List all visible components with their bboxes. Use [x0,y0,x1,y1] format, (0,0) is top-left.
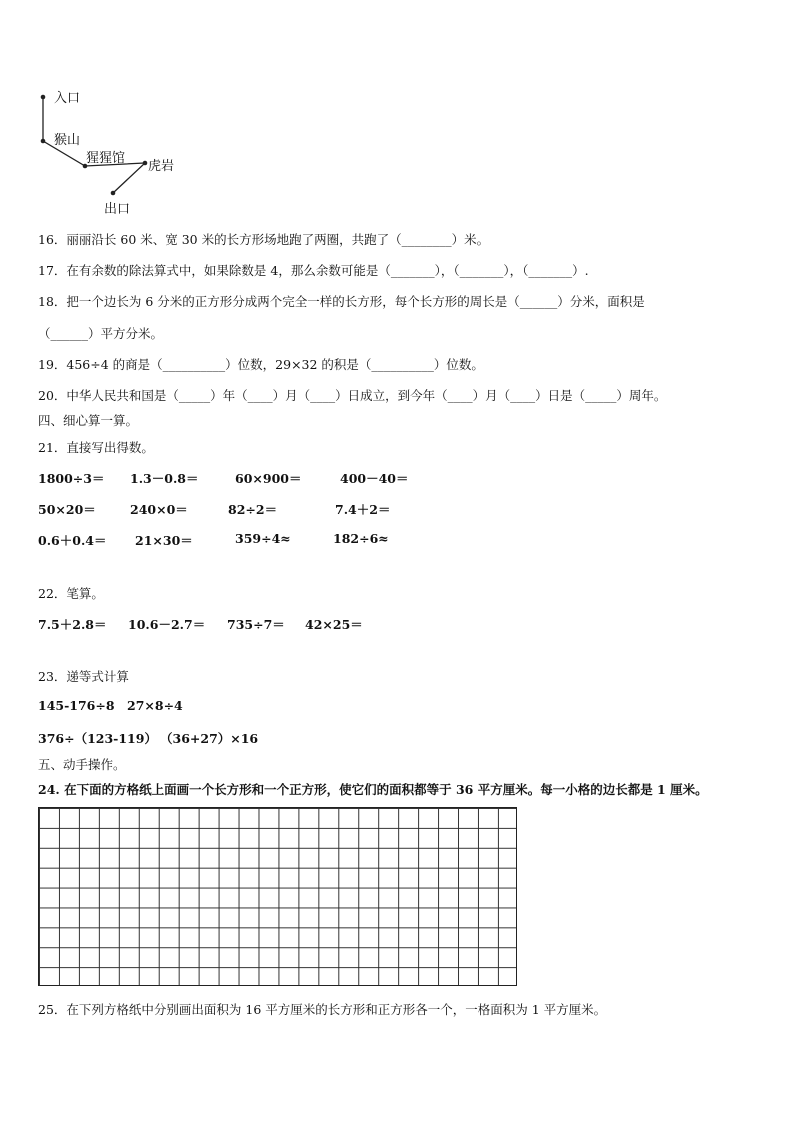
question-19: 19．456÷4 的商是（__________）位数，29×32 的积是（__________）位数。 [38,357,484,372]
entrance-label: 入口 [54,91,81,106]
section-5-title: 五、动手操作。 [38,757,126,772]
route-lines [0,0,240,220]
q21-r2-c1: 50×20＝ [38,502,96,517]
q21-r3-c1: 0.6＋0.4＝ [38,533,107,548]
q21-r2-c2: 240×0＝ [130,502,188,517]
question-21: 21．直接写出得数。 [38,440,154,455]
question-18-line1: 18．把一个边长为 6 分米的正方形分成两个完全一样的长方形，每个长方形的周长是（______）分米，面积是 [38,294,645,309]
question-22: 22．笔算。 [38,586,104,601]
question-24: 24. 在下面的方格纸上面画一个长方形和一个正方形，使它们的面积都等于 36 平方厘米。每一小格的边长都是 1 厘米。 [38,782,708,797]
question-23: 23．递等式计算 [38,669,129,684]
tiger-rock-label: 虎岩 [148,159,175,174]
hall-label: 猩猩馆 [86,151,126,166]
q21-r3-c2: 21×30＝ [135,533,193,548]
section-4-title: 四、细心算一算。 [38,413,139,428]
q21-r1-c3: 60×900＝ [235,471,302,486]
question-18-line2: （______）平方分米。 [38,326,164,341]
q21-r1-c4: 400－40＝ [340,471,409,486]
q21-r1-c2: 1.3－0.8＝ [130,471,199,486]
question-25: 25．在下列方格纸中分别画出面积为 16 平方厘米的长方形和正方形各一个，一格面积为 1 平方厘米。 [38,1002,607,1017]
q23-r2-c2: （36+27）×16 [160,731,259,746]
q22-c2: 10.6－2.7＝ [128,617,206,632]
q23-r1-c1: 145-176÷8 [38,698,115,713]
question-17: 17．在有余数的除法算式中，如果除数是 4，那么余数可能是（_______），（_______），（_______）. [38,263,589,278]
monkey-hill-point [41,139,46,144]
question-16: 16．丽丽沿长 60 米、宽 30 米的长方形场地跑了两圈，共跑了（________）米。 [38,232,490,247]
q22-c3: 735÷7＝ [227,617,285,632]
q21-r2-c3: 82÷2＝ [228,502,278,517]
exit-point [111,191,116,196]
route-map [0,0,240,220]
question-20: 20．中华人民共和国是（_____）年（____）月（____）日成立，到今年（____）月（____）日是（_____）周年。 [38,388,667,403]
q21-r1-c1: 1800÷3＝ [38,471,105,486]
tiger-rock-point [143,161,148,166]
q23-r2-c1: 376÷（123-119） [38,731,157,746]
q22-c1: 7.5＋2.8＝ [38,617,107,632]
q23-r1-c2: 27×8÷4 [127,698,183,713]
q21-r3-c3: 359÷4≈ [235,531,291,546]
q21-r2-c4: 7.4＋2＝ [335,502,391,517]
entrance-point [41,95,46,100]
q21-r3-c4: 182÷6≈ [333,531,389,546]
exit-label: 出口 [104,202,131,217]
q22-c4: 42×25＝ [305,617,363,632]
grid-paper[interactable] [38,807,517,986]
monkey-hill-label: 猴山 [54,133,81,148]
